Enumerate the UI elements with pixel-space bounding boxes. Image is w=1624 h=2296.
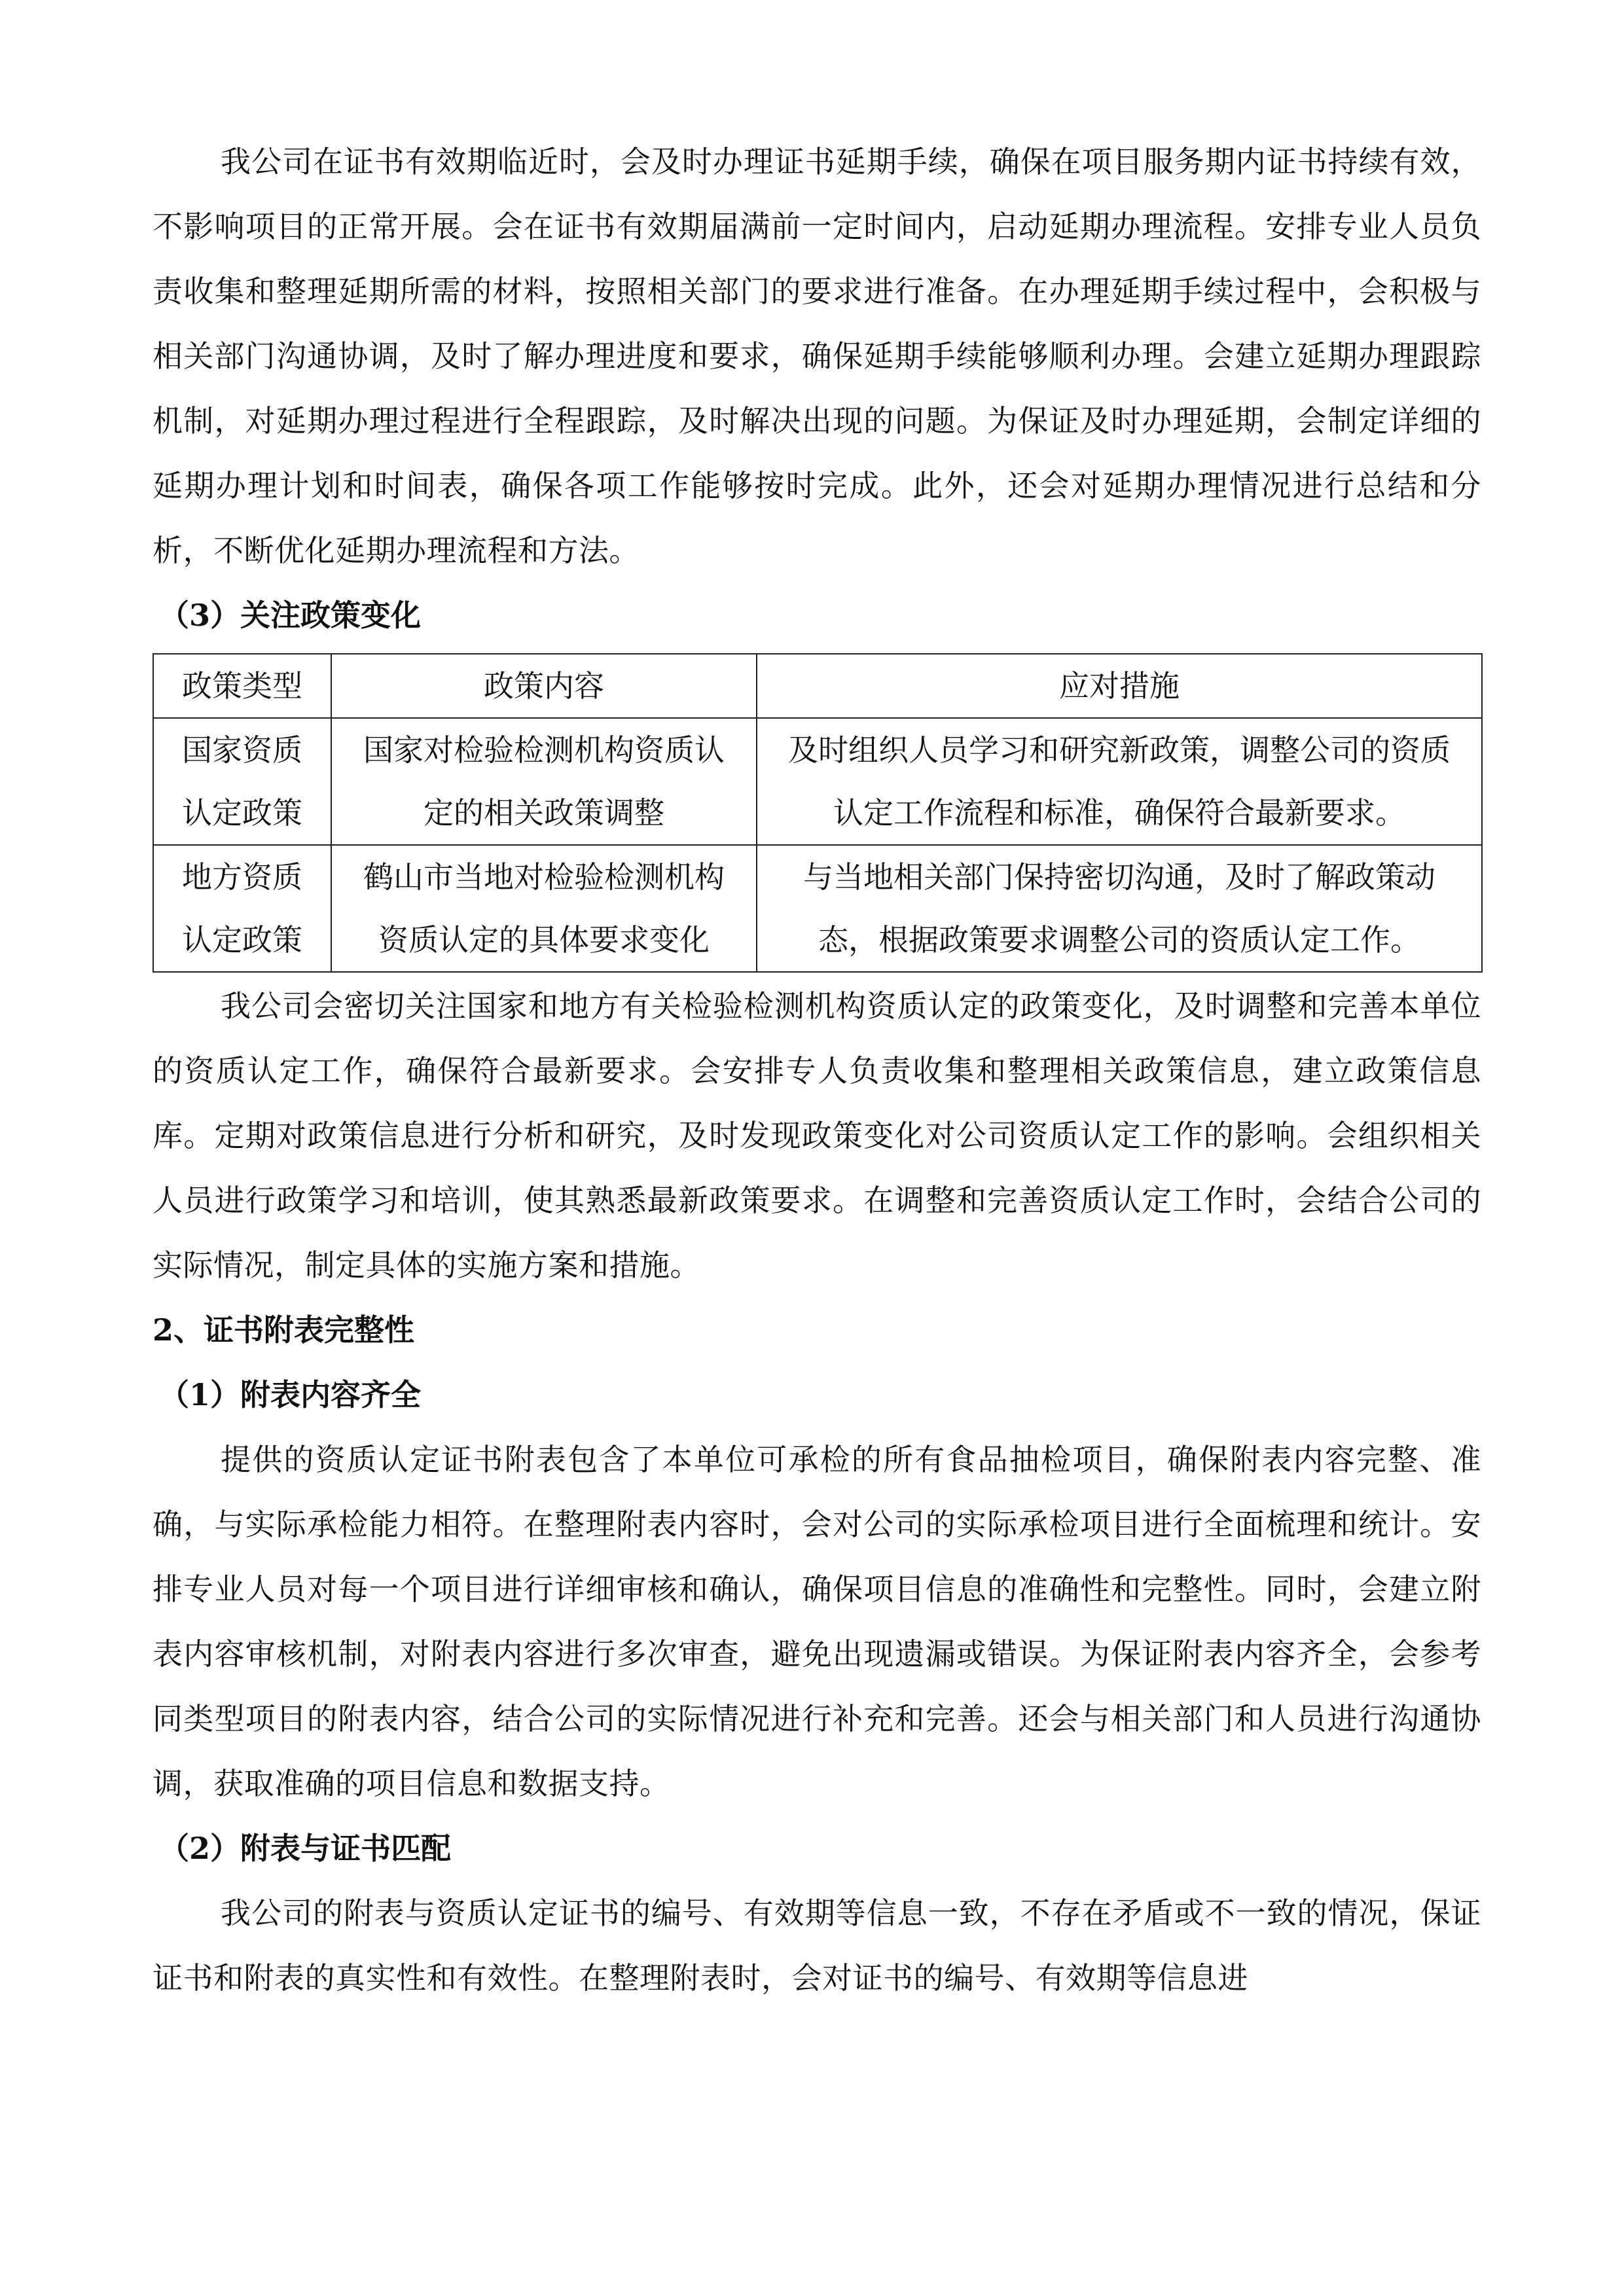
document-body — [153, 130, 1481, 2011]
heading-policy-changes: （3）关注政策变化 — [159, 598, 422, 633]
policy-table — [153, 653, 1483, 973]
table-header-cell: 政策内容 — [331, 654, 757, 718]
paragraph-policy-monitoring: 我公司会密切关注国家和地方有关检验检测机构资质认定的政策变化，及时调整和完善本单位的资质认定工作，确保符合最新要求。会安排专人负责收集和整理相关政策信息，建立政策信息库。定期对政策信息进行分析和研究，及时发现政策变化对公司资质认定工作的影响。会组织相关人员进行政策学习和培训，使其熟悉最新政策要求。在调整和完善资质认定工作时，会结合公司的实际情况，制定具体的实施方案和措施。 — [153, 988, 1481, 1283]
table-row — [153, 718, 1482, 845]
table-cell-policy-content: 国家对检验检测机构资质认定的相关政策调整 — [331, 718, 757, 845]
table-cell-policy-type: 地方资质认定政策 — [153, 845, 331, 972]
heading-certificate-appendix-completeness: 2、证书附表完整性 — [153, 1312, 415, 1348]
table-cell-response-measure: 与当地相关部门保持密切沟通，及时了解政策动态，根据政策要求调整公司的资质认定工作。 — [757, 845, 1482, 972]
table-cell-policy-type: 国家资质认定政策 — [153, 718, 331, 845]
table-header-cell: 政策类型 — [153, 654, 331, 718]
paragraph-appendix-content: 提供的资质认定证书附表包含了本单位可承检的所有食品抽检项目，确保附表内容完整、准确，与实际承检能力相符。在整理附表内容时，会对公司的实际承检项目进行全面梳理和统计。安排专业人员对每一个项目进行详细审核和确认，确保项目信息的准确性和完整性。同时，会建立附表内容审核机制，对附表内容进行多次审查，避免出现遗漏或错误。为保证附表内容齐全，会参考同类型项目的附表内容，结合公司的实际情况进行补充和完善。还会与相关部门和人员进行沟通协调，获取准确的项目信息和数据支持。 — [153, 1442, 1481, 1801]
paragraph-certificate-extension: 我公司在证书有效期临近时，会及时办理证书延期手续，确保在项目服务期内证书持续有效，不影响项目的正常开展。会在证书有效期届满前一定时间内，启动延期办理流程。安排专业人员负责收集和整理延期所需的材料，按照相关部门的要求进行准备。在办理延期手续过程中，会积极与相关部门沟通协调，及时了解办理进度和要求，确保延期手续能够顺利办理。会建立延期办理跟踪机制，对延期办理过程进行全程跟踪，及时解决出现的问题。为保证及时办理延期，会制定详细的延期办理计划和时间表，确保各项工作能够按时完成。此外，还会对延期办理情况进行总结和分析，不断优化延期办理流程和方法。 — [153, 144, 1481, 568]
heading-appendix-complete: （1）附表内容齐全 — [159, 1377, 422, 1412]
table-cell-response-measure: 及时组织人员学习和研究新政策，调整公司的资质认定工作流程和标准，确保符合最新要求。 — [757, 718, 1482, 845]
table-header-cell: 应对措施 — [757, 654, 1482, 718]
table-row — [153, 845, 1482, 972]
paragraph-appendix-match: 我公司的附表与资质认定证书的编号、有效期等信息一致，不存在矛盾或不一致的情况，保证证书和附表的真实性和有效性。在整理附表时，会对证书的编号、有效期等信息进 — [153, 1895, 1481, 1996]
table-header-row — [153, 654, 1482, 718]
table-cell-policy-content: 鹤山市当地对检验检测机构资质认定的具体要求变化 — [331, 845, 757, 972]
heading-appendix-match: （2）附表与证书匹配 — [159, 1831, 452, 1866]
